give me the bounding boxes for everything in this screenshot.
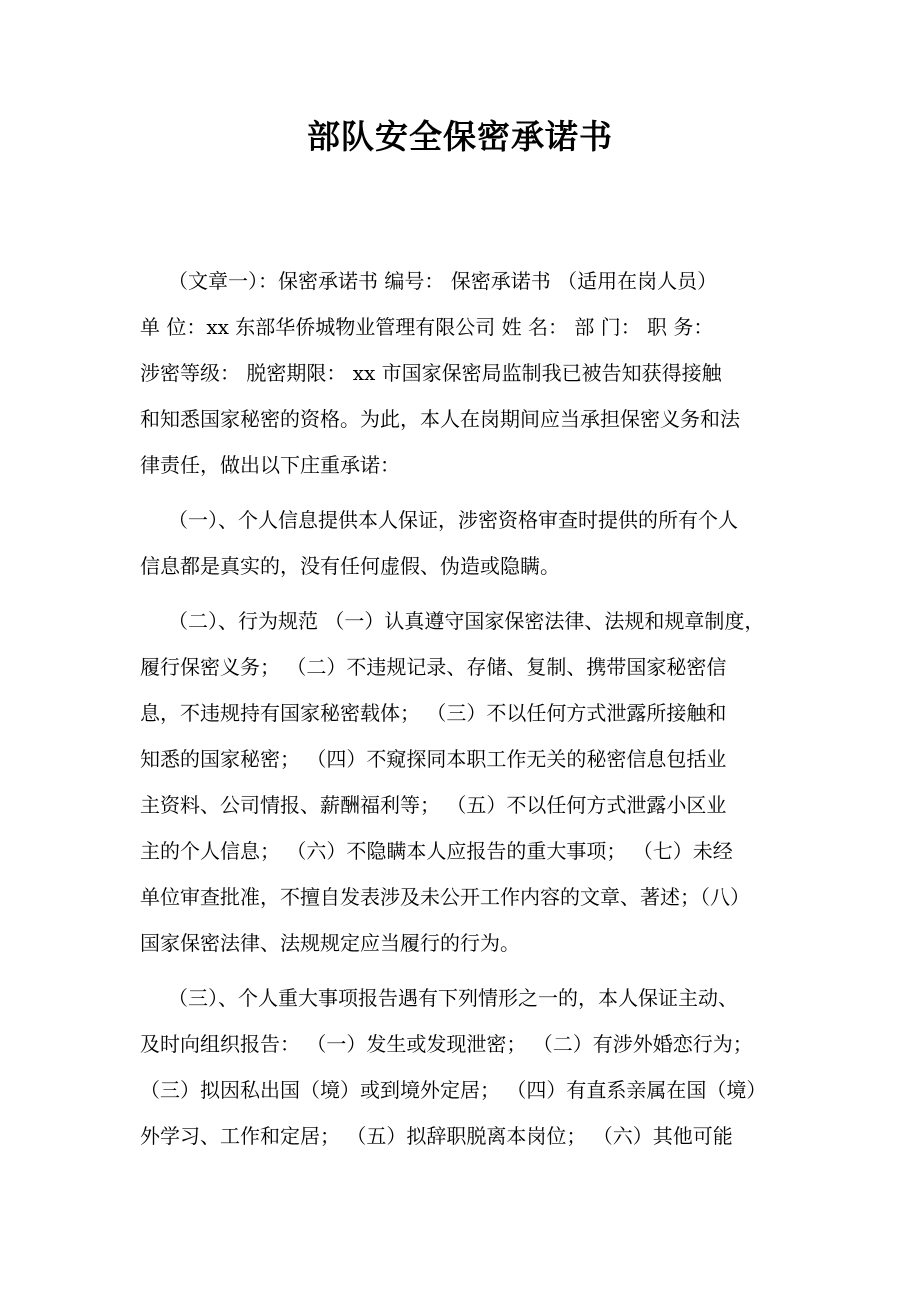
text-line: 单位审查批准，不擅自发表涉及未公开工作内容的文章、著述；（八） <box>140 885 750 909</box>
text-line: 及时向组织报告： （一）发生或发现泄密； （二）有涉外婚恋行为； <box>140 1032 753 1056</box>
paragraph-conduct-rules <box>140 598 800 966</box>
text-line: 知悉的国家秘密； （四）不窥探同本职工作无关的秘密信息包括业 <box>140 747 727 771</box>
text-line: 息，不违规持有国家秘密载体； （三）不以任何方式泄露所接触和 <box>140 701 727 725</box>
text-line: 主的个人信息； （六）不隐瞒本人应报告的重大事项； （七）未经 <box>140 839 733 863</box>
paragraph-major-events <box>140 975 800 1159</box>
text-line: （三）拟因私出国（境）或到境外定居； （四）有直系亲属在国（境） <box>140 1078 767 1102</box>
text-line: 信息都是真实的，没有任何虚假、伪造或隐瞒。 <box>140 554 560 578</box>
text-line: 主资料、公司情报、薪酬福利等； （五）不以任何方式泄露小区业 <box>140 793 727 817</box>
text-line: 律责任，做出以下庄重承诺： <box>140 453 400 477</box>
text-line: （三）、个人重大事项报告遇有下列情形之一的，本人保证主动、 <box>168 986 738 1010</box>
paragraph-personal-info <box>140 497 800 589</box>
text-line: （二）、行为规范 （一）认真遵守国家保密法律、法规和规章制度， <box>168 609 765 633</box>
text-line: 履行保密义务； （二）不违规记录、存储、复制、携带国家秘密信 <box>140 655 727 679</box>
document-body <box>140 258 800 1159</box>
paragraph-intro <box>140 258 800 488</box>
text-line: 单 位：xx 东部华侨城物业管理有限公司 姓 名： 部 门： 职 务： <box>140 315 714 339</box>
text-line: 和知悉国家秘密的资格。为此，本人在岗期间应当承担保密义务和法 <box>140 407 740 431</box>
text-line: 外学习、工作和定居； （五）拟辞职脱离本岗位； （六）其他可能 <box>140 1124 733 1148</box>
text-line: 涉密等级： 脱密期限： xx 市国家保密局监制我已被告知获得接触 <box>140 361 722 385</box>
text-line: 国家保密法律、法规规定应当履行的行为。 <box>140 931 520 955</box>
text-line: （一）、个人信息提供本人保证，涉密资格审查时提供的所有个人 <box>168 508 738 532</box>
text-line: （文章一）：保密承诺书 编号： 保密承诺书 （适用在岗人员） <box>168 269 718 293</box>
document-title: 部队安全保密承诺书 <box>307 117 613 156</box>
